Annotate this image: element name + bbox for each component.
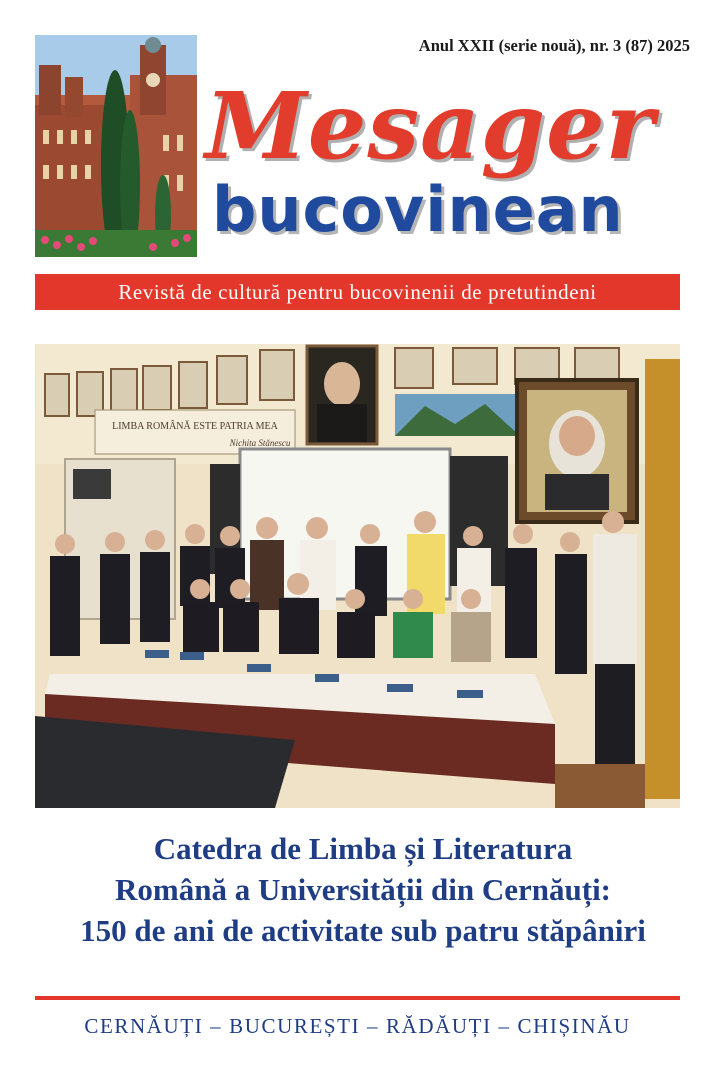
- headline-line-3: 150 de ani de activitate sub patru stăpâniri: [80, 913, 646, 948]
- classroom-group-illustration: [35, 344, 680, 808]
- footer-cities: CERNĂUȚI – BUCUREȘTI – RĂDĂUȚI – CHIȘINĂU: [84, 1014, 631, 1038]
- tagline-text: Revistă de cultură pentru bucovinenii de pretutindeni: [118, 280, 597, 304]
- cover-headline: [30, 828, 696, 951]
- magazine-title: Mesager: [205, 72, 656, 180]
- classroom-banner: LIMBA ROMÂNĂ ESTE PATRIA MEA: [112, 421, 278, 432]
- tagline-banner: [35, 274, 680, 310]
- issue-info: Anul XXII (serie nouă), nr. 3 (87) 2025: [418, 36, 690, 55]
- footer-divider: [35, 996, 680, 1000]
- headline-line-1: Catedra de Limba și Literatura: [153, 831, 573, 866]
- headline-line-2: Română a Universității din Cernăuți:: [115, 872, 611, 907]
- magazine-subtitle: bucovinean: [212, 173, 624, 246]
- classroom-banner-author: Nichita Stănescu: [229, 438, 291, 448]
- university-building-photo: [35, 35, 197, 257]
- group-photo: [35, 344, 680, 808]
- university-building-illustration: [35, 35, 197, 257]
